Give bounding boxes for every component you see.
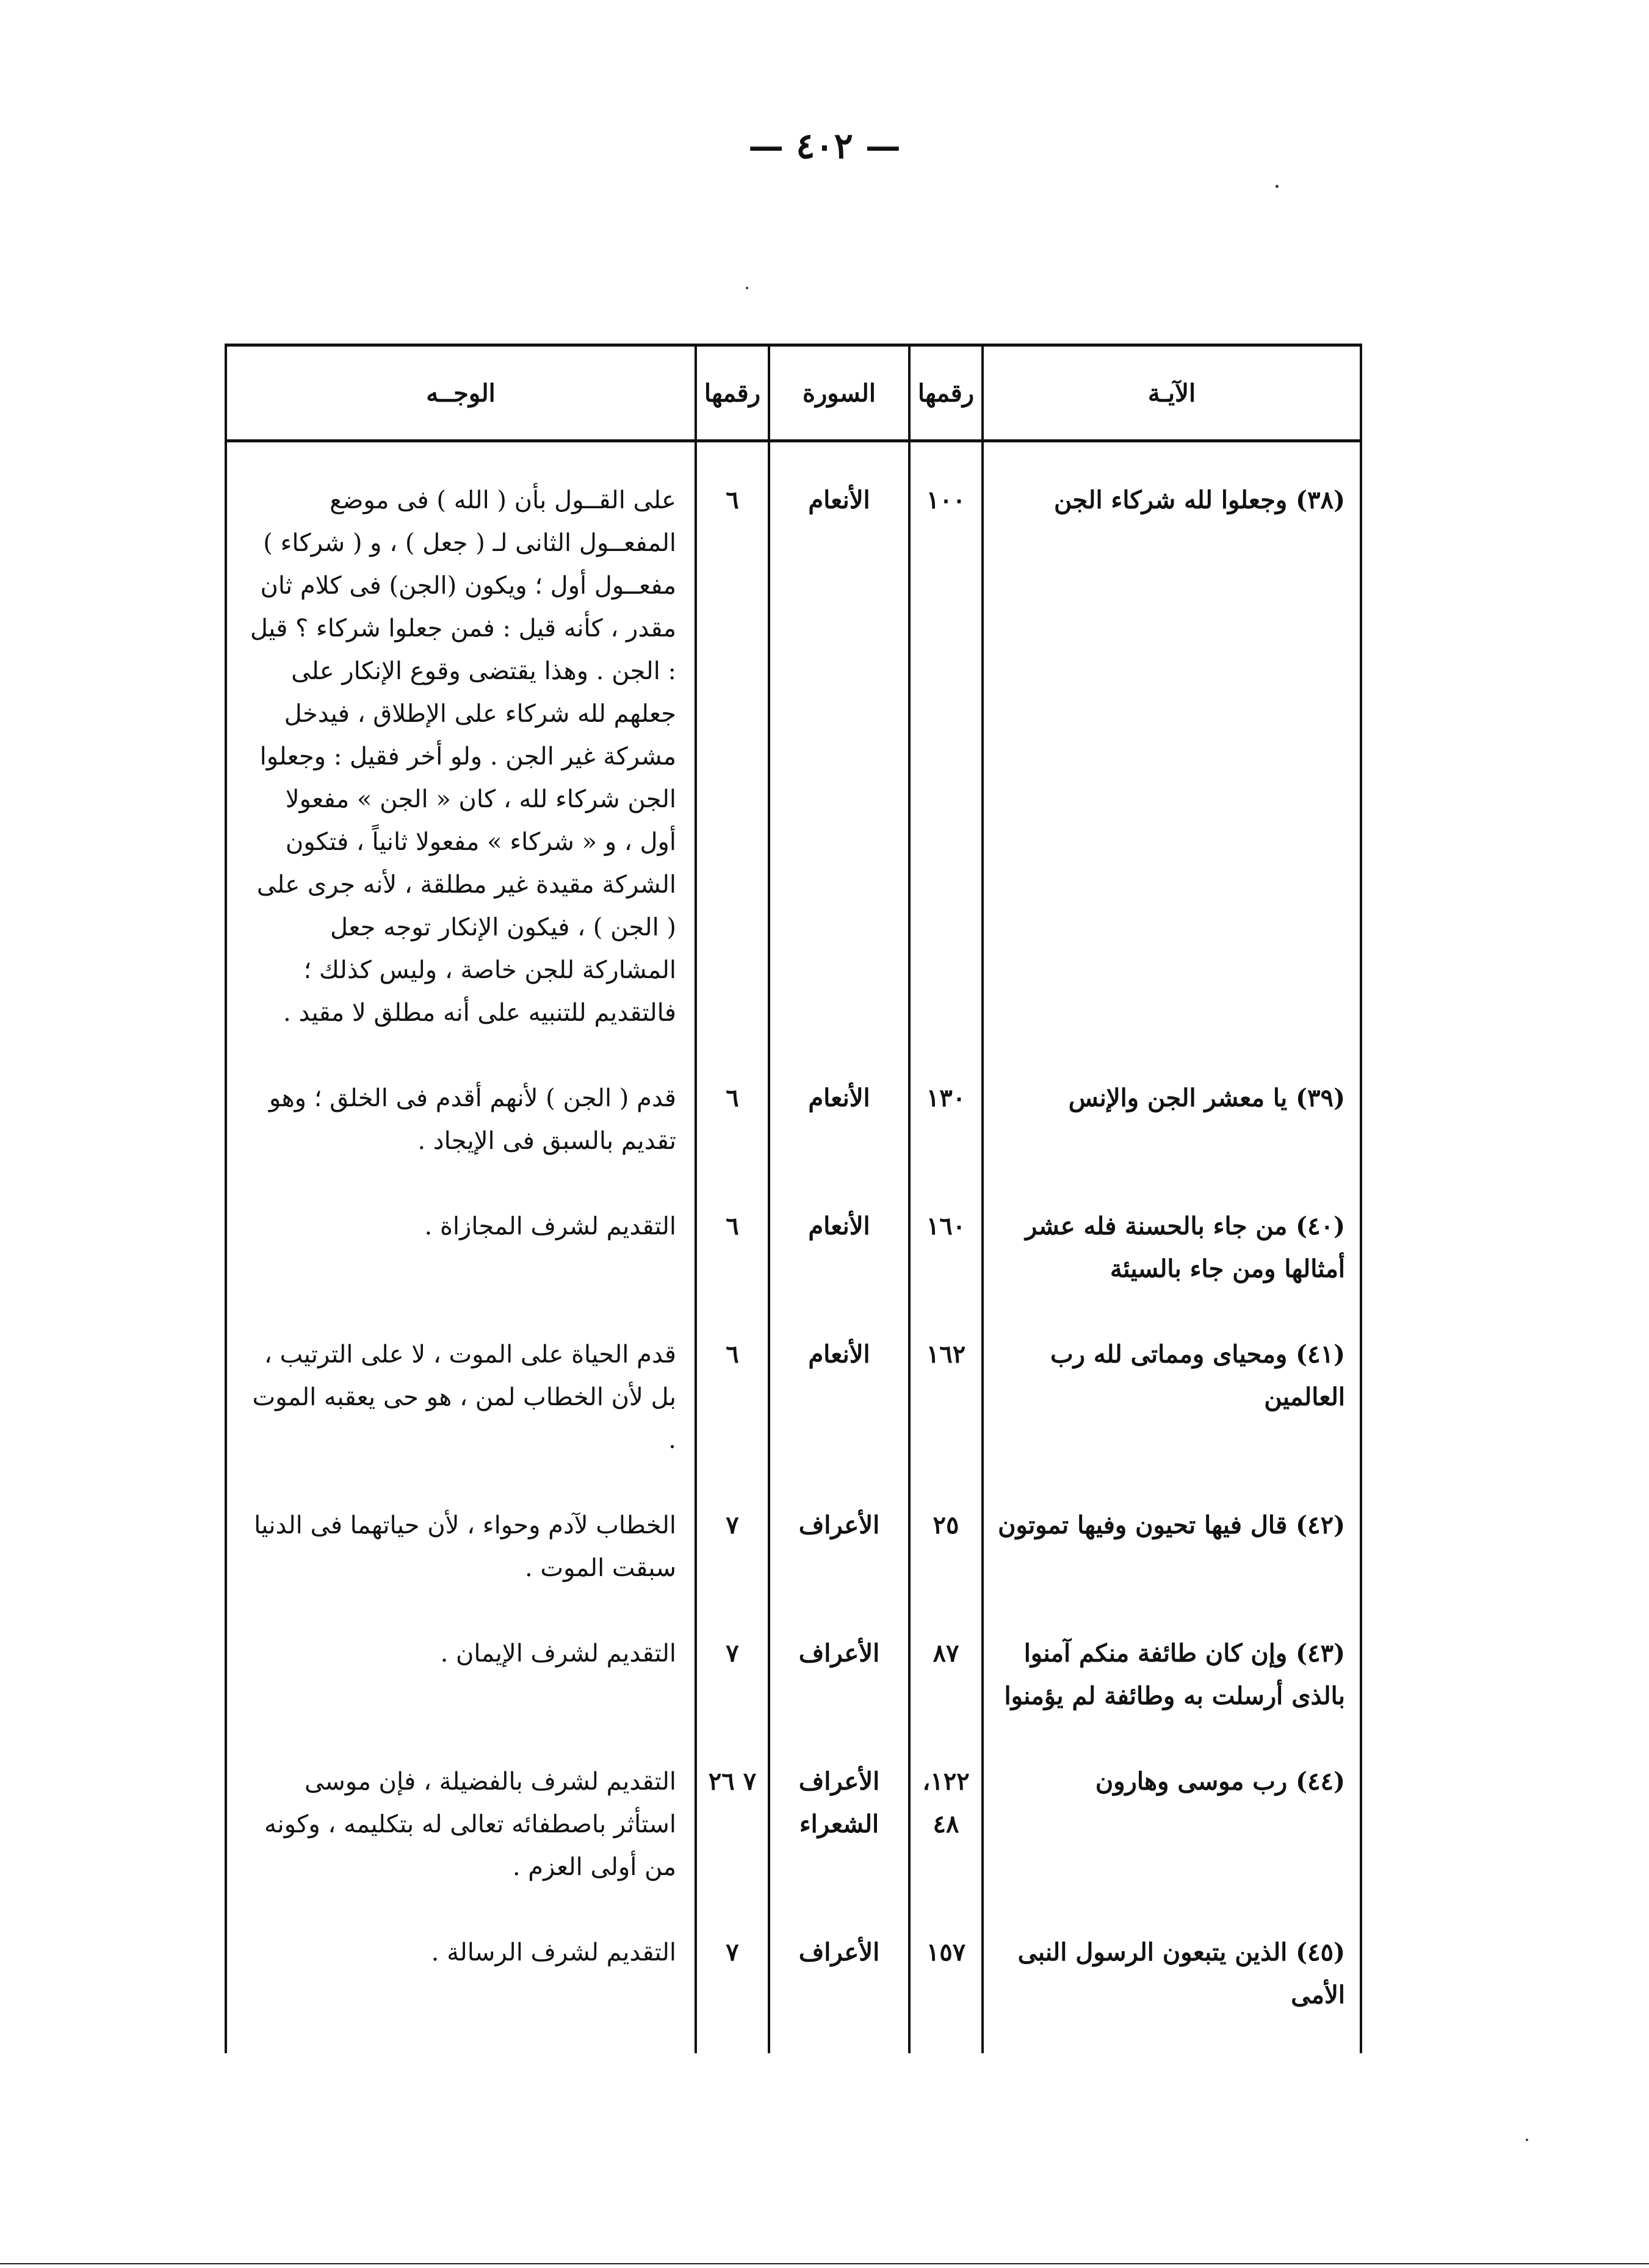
- scan-speck: [746, 287, 748, 289]
- verse-number-cell: ٨٧: [909, 1626, 983, 1754]
- surah-cell: الأعراف: [769, 1498, 909, 1626]
- reason-cell: التقديم لشرف بالفضيلة ، فإن موسى استأثر باصطفائه تعالى له بتكليمه ، وكونه من أولى العزم .: [226, 1754, 696, 1925]
- surah-number-cell: ٧: [696, 1498, 769, 1626]
- verses-table: [225, 344, 1362, 2053]
- surah-cell: الأنعام: [769, 1199, 909, 1327]
- verse-cell: (٤٢) قال فيها تحيون وفيها تموتون: [983, 1498, 1361, 1626]
- table-row: [226, 1199, 1361, 1327]
- table-row: [226, 1498, 1361, 1626]
- surah-number-cell: ٧ ٢٦: [696, 1754, 769, 1925]
- reason-cell: قدم ( الجن ) لأنهم أقدم فى الخلق ؛ وهو تقديم بالسبق فى الإيجاد .: [226, 1071, 696, 1199]
- header-verse-number: رقمها: [909, 345, 983, 441]
- table-row: [226, 1626, 1361, 1754]
- surah-cell: الأعراف: [769, 1626, 909, 1754]
- verse-cell: (٤١) ومحياى ومماتى لله رب العالمين: [983, 1327, 1361, 1498]
- surah-cell: الأنعام: [769, 1071, 909, 1199]
- verse-number-cell: ١٦٢: [909, 1327, 983, 1498]
- verse-cell: (٤٤) رب موسى وهارون: [983, 1754, 1361, 1925]
- surah-cell: الأعراف: [769, 1925, 909, 2053]
- scan-speck: [1276, 185, 1279, 188]
- reason-cell: على القــول بأن ( الله ) فى موضع المفعــول الثانى لـ ( جعل ) ، و ( شركاء ) مفعــول أول ؛ ويكون (الجن) فى كلام ثان مقدر ، كأنه قيل : فمن جعلوا شركاء ؟ قيل : الجن . وهذا يقتضى وقوع الإنكار على جعلهم لله شركاء على الإطلاق ، فيدخل مشركة غير الجن . ولو أخر فقيل : وجعلوا الجن شركاء لله ، كان « الجن » مفعولا أول ، و « شركاء » مفعولا ثانياً ، فتكون الشركة مقيدة غير مطلقة ، لأنه جرى على ( الجن ) ، فيكون الإنكار توجه جعل المشاركة للجن خاصة ، وليس كذلك ؛ فالتقديم للتنبيه على أنه مطلق لا مقيد .: [226, 441, 696, 1071]
- verse-number-cell: ١٦٠: [909, 1199, 983, 1327]
- surah-number-cell: ٦: [696, 1327, 769, 1498]
- verse-cell: (٤٣) وإن كان طائفة منكم آمنوا بالذى أرسلت به وطائفة لم يؤمنوا: [983, 1626, 1361, 1754]
- verse-cell: (٣٩) يا معشر الجن والإنس: [983, 1071, 1361, 1199]
- verse-number-cell: ١٠٠: [909, 441, 983, 1071]
- verse-number-cell: ٢٥: [909, 1498, 983, 1626]
- header-reason: الوجــه: [226, 345, 696, 441]
- verse-number-cell: ١٣٠: [909, 1071, 983, 1199]
- table-row: [226, 1071, 1361, 1199]
- verse-number-cell: ١٥٧: [909, 1925, 983, 2053]
- header-surah: السورة: [769, 345, 909, 441]
- verse-cell: (٤٥) الذين يتبعون الرسول النبى الأمى: [983, 1925, 1361, 2053]
- header-verse: الآيـة: [983, 345, 1361, 441]
- reason-cell: قدم الحياة على الموت ، لا على الترتيب ، بل لأن الخطاب لمن ، هو حى يعقبه الموت .: [226, 1327, 696, 1498]
- verse-number-cell: ١٢٢، ٤٨: [909, 1754, 983, 1925]
- reason-cell: الخطاب لآدم وحواء ، لأن حياتهما فى الدنيا سبقت الموت .: [226, 1498, 696, 1626]
- surah-number-cell: ٦: [696, 1071, 769, 1199]
- table-row: [226, 1754, 1361, 1925]
- surah-number-cell: ٧: [696, 1626, 769, 1754]
- reason-cell: التقديم لشرف الإيمان .: [226, 1626, 696, 1754]
- table-row: [226, 1327, 1361, 1498]
- verse-cell: (٤٠) من جاء بالحسنة فله عشر أمثالها ومن جاء بالسيئة: [983, 1199, 1361, 1327]
- surah-cell: الأعراف الشعراء: [769, 1754, 909, 1925]
- page-bottom-edge: [0, 2263, 1649, 2264]
- surah-number-cell: ٦: [696, 1199, 769, 1327]
- table-row: [226, 1925, 1361, 2053]
- scan-speck: [1526, 2139, 1528, 2141]
- reason-cell: التقديم لشرف المجازاة .: [226, 1199, 696, 1327]
- surah-number-cell: ٧: [696, 1925, 769, 2053]
- verse-cell: (٣٨) وجعلوا لله شركاء الجن: [983, 441, 1361, 1071]
- page-number: — ٤٠٢ —: [748, 125, 901, 167]
- header-surah-number: رقمها: [696, 345, 769, 441]
- reason-cell: التقديم لشرف الرسالة .: [226, 1925, 696, 2053]
- table-header-row: [226, 345, 1361, 441]
- table-row: [226, 441, 1361, 1071]
- surah-number-cell: ٦: [696, 441, 769, 1071]
- surah-cell: الأنعام: [769, 1327, 909, 1498]
- surah-cell: الأنعام: [769, 441, 909, 1071]
